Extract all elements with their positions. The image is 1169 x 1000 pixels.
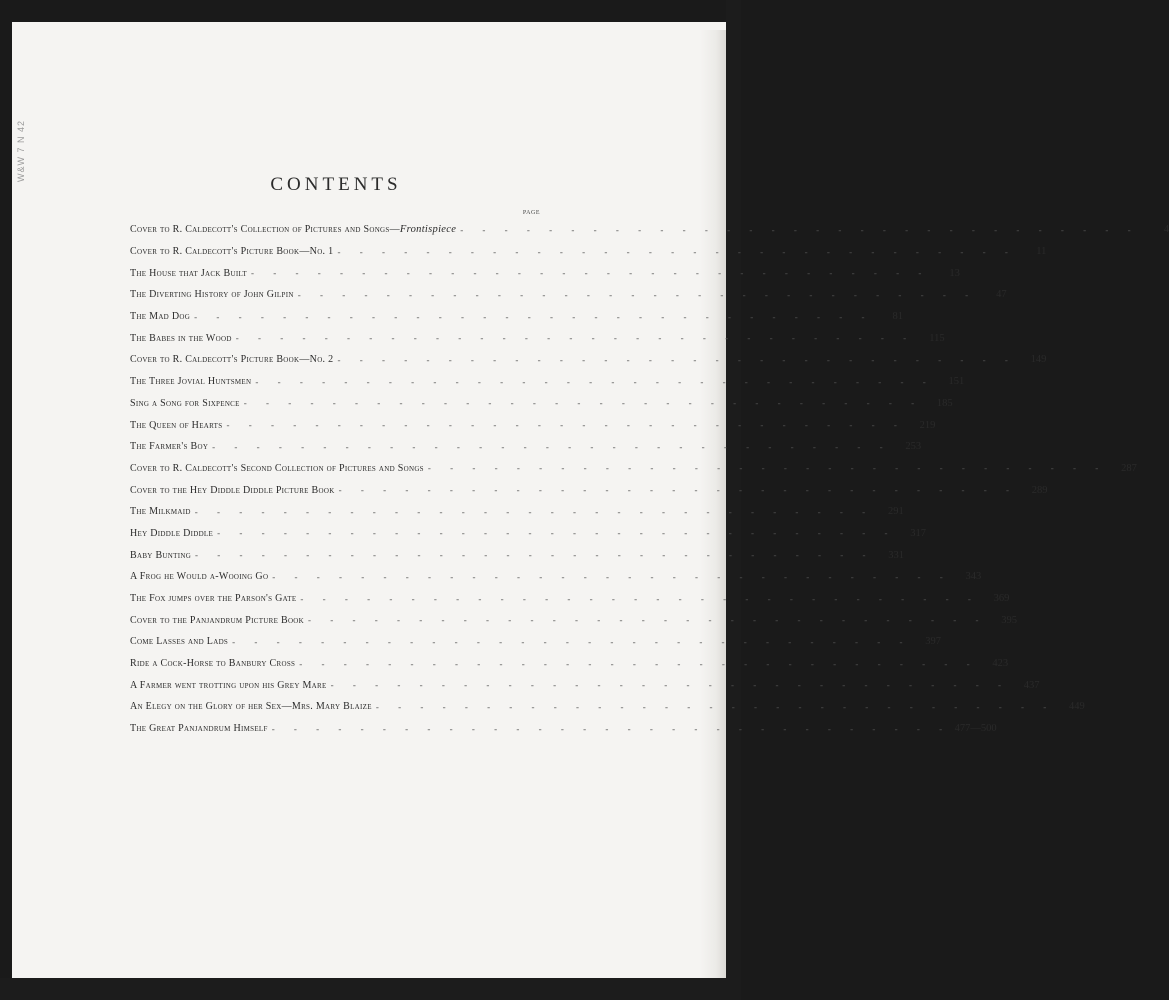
toc-entry-title: Ride a Cock-Horse to Banbury Cross xyxy=(130,658,296,670)
leader-dots: - - - - - - - - - - - - - - - - - - - - - - - - - - - - - - - xyxy=(427,463,1107,474)
toc-entry-page: 287 xyxy=(1121,462,1137,474)
toc-entry-page: 395 xyxy=(1001,614,1017,626)
page-edge xyxy=(700,30,726,980)
toc-entry xyxy=(130,241,1047,263)
toc-entry-page: 317 xyxy=(910,527,927,539)
leader-dots: - - - - - - - - - - - - - - - - - - - - - - - - - - - - - - - xyxy=(232,636,912,647)
toc-entry-title: A Farmer went trotting upon his Grey Mare xyxy=(130,679,327,691)
leader-dots: - - - - - - - - - - - - - - - - - - - - - - - - - - - - - - - xyxy=(250,268,930,279)
toc-entry xyxy=(130,371,965,393)
leader-dots: - - - - - - - - - - - - - - - - - - - - - - - - - - - - - - - xyxy=(272,571,952,582)
leader-dots: - - - - - - - - - - - - - - - - - - - - - - - - - - - - - - - xyxy=(337,354,1017,365)
leader-dots: - - - - - - - - - - - - - - - - - - - - - - - - - - - - - - - xyxy=(243,398,923,409)
toc-entry-title: Cover to R. Caldecott's Picture Book—No. 2 xyxy=(130,354,334,366)
toc-entry-page: 291 xyxy=(887,506,904,518)
toc-entry xyxy=(130,219,1169,241)
toc-entry-page: 253 xyxy=(905,441,922,453)
toc-entry xyxy=(130,479,1048,501)
leader-dots: - - - - - - - - - - - - - - - - - - - - - - - - - - - - - - - xyxy=(226,420,906,431)
leader-dots: - - - - - - - - - - - - - - - - - - - - - - - - - - - - - - - xyxy=(255,376,935,387)
toc-entry xyxy=(130,696,1085,718)
toc-entry-italic: Frontispiece xyxy=(399,224,457,236)
toc-entry xyxy=(130,393,953,415)
toc-entry-page: 423 xyxy=(992,658,1009,670)
toc-entry-page: 477—500 xyxy=(954,723,997,735)
toc-entry-title: The Queen of Hearts xyxy=(130,419,223,431)
toc-entry-page: 185 xyxy=(936,397,953,409)
table-of-contents xyxy=(130,219,1169,740)
toc-entry xyxy=(130,631,942,653)
toc-entry xyxy=(130,327,945,349)
toc-entry xyxy=(130,718,997,740)
toc-entry-page: 331 xyxy=(888,549,904,561)
toc-entry-title: The Babes in the Wood xyxy=(130,332,232,344)
toc-entry-page: 219 xyxy=(919,419,936,431)
toc-entry-page: 115 xyxy=(929,332,945,344)
toc-entry-page: 4 xyxy=(1163,224,1169,236)
leader-dots: - - - - - - - - - - - - - - - - - - - - - - - - - - - - - - - xyxy=(299,658,979,669)
toc-entry xyxy=(130,544,904,566)
scan-border-right xyxy=(726,0,741,1000)
toc-entry-title: Cover to the Panjandrum Picture Book xyxy=(130,614,305,626)
toc-entry-title: Baby Bunting xyxy=(130,549,192,561)
toc-entry-title: Sing a Song for Sixpence xyxy=(130,397,240,409)
toc-entry-title: The Mad Dog xyxy=(130,311,191,323)
toc-entry-title: Cover to the Hey Diddle Diddle Picture Book xyxy=(130,484,335,496)
toc-entry-page: 81 xyxy=(892,311,903,323)
toc-entry xyxy=(130,588,1010,610)
toc-entry-title: Cover to R. Caldecott's Picture Book—No. 1 xyxy=(130,246,334,258)
toc-entry xyxy=(130,262,960,284)
toc-entry-title: Cover to R. Caldecott's Collection of Pictures and Songs—Frontispiece xyxy=(130,224,457,236)
leader-dots: - - - - - - - - - - - - - - - - - - - - - - - - - - - - - - - xyxy=(375,701,1055,712)
toc-entry-page: 11 xyxy=(1036,246,1047,258)
toc-entry xyxy=(130,566,982,588)
toc-entry-title: Come Lasses and Lads xyxy=(130,636,229,648)
toc-entry xyxy=(130,674,1040,696)
toc-entry xyxy=(130,306,903,328)
toc-entry-page: 13 xyxy=(949,267,960,279)
toc-entry-page: 289 xyxy=(1031,484,1048,496)
page-column-heading: PAGE xyxy=(522,210,540,216)
leader-dots: - - - - - - - - - - - - - - - - - - - - - - - - - - - - - - - xyxy=(235,333,915,344)
leader-dots: - - - - - - - - - - - - - - - - - - - - - - - - - - - - - - - xyxy=(194,506,874,517)
toc-entry-title: The House that Jack Built xyxy=(130,267,247,279)
toc-entry xyxy=(130,414,936,436)
toc-entry-page: 47 xyxy=(996,289,1007,301)
leader-dots: - - - - - - - - - - - - - - - - - - - - - - - - - - - - - - - xyxy=(297,289,977,300)
toc-entry-title: The Fox jumps over the Parson's Gate xyxy=(130,593,297,605)
toc-entry xyxy=(130,501,904,523)
toc-entry xyxy=(130,653,1009,675)
toc-entry xyxy=(130,349,1047,371)
toc-entry xyxy=(130,284,1007,306)
toc-entry-title: The Three Jovial Huntsmen xyxy=(130,376,252,388)
margin-note: W&W 7 N 42 xyxy=(16,119,26,182)
scan-border-bottom xyxy=(0,978,741,1000)
toc-entry-page: 149 xyxy=(1030,354,1047,366)
leader-dots: - - - - - - - - - - - - - - - - - - - - - - - - - - - - - - - xyxy=(300,593,980,604)
toc-entry-page: 397 xyxy=(925,636,942,648)
toc-entry-title: Hey Diddle Diddle xyxy=(130,527,214,539)
toc-entry-title: The Milkmaid xyxy=(130,506,191,518)
toc-entry xyxy=(130,609,1017,631)
toc-entry-title: The Great Panjandrum Himself xyxy=(130,723,268,735)
toc-entry xyxy=(130,436,922,458)
toc-entry-page: 437 xyxy=(1023,679,1040,691)
toc-entry-title: A Frog he Would a-Wooing Go xyxy=(130,571,269,583)
leader-dots: - - - - - - - - - - - - - - - - - - - - - - - - - - - - - - - xyxy=(338,485,1018,496)
leader-dots: - - - - - - - - - - - - - - - - - - - - - - - - - - - - - - - xyxy=(308,615,987,626)
toc-entry-title: An Elegy on the Glory of her Sex—Mrs. Mary Blaize xyxy=(130,701,372,713)
leader-dots: - - - - - - - - - - - - - - - - - - - - - - - - - - - - - - - xyxy=(217,528,897,539)
toc-entry-page: 369 xyxy=(993,593,1010,605)
toc-entry xyxy=(130,523,927,545)
leader-dots: - - - - - - - - - - - - - - - - - - - - - - - - - - - - - - - xyxy=(212,441,892,452)
leader-dots: - - - - - - - - - - - - - - - - - - - - - - - - - - - - - - - xyxy=(337,246,1017,257)
toc-entry-title: Cover to R. Caldecott's Second Collection of Pictures and Songs xyxy=(130,462,424,474)
leader-dots: - - - - - - - - - - - - - - - - - - - - - - - - - - - - - - - xyxy=(271,723,951,734)
leader-dots: - - - - - - - - - - - - - - - - - - - - - - - - - - - - - - - xyxy=(330,680,1010,691)
toc-entry-page: 151 xyxy=(948,376,965,388)
toc-entry-title: The Diverting History of John Gilpin xyxy=(130,289,294,301)
leader-dots: - - - - - - - - - - - - - - - - - - - - - - - - - - - - - - - xyxy=(460,224,1140,235)
toc-entry-title: The Farmer's Boy xyxy=(130,441,209,453)
leader-dots: - - - - - - - - - - - - - - - - - - - - - - - - - - - - - - - xyxy=(194,311,873,322)
toc-entry-page: 343 xyxy=(965,571,982,583)
page-title: CONTENTS xyxy=(270,174,402,195)
toc-entry-page: 449 xyxy=(1069,701,1085,713)
leader-dots: - - - - - - - - - - - - - - - - - - - - - - - - - - - - - - - xyxy=(195,550,874,561)
toc-entry xyxy=(130,458,1137,480)
